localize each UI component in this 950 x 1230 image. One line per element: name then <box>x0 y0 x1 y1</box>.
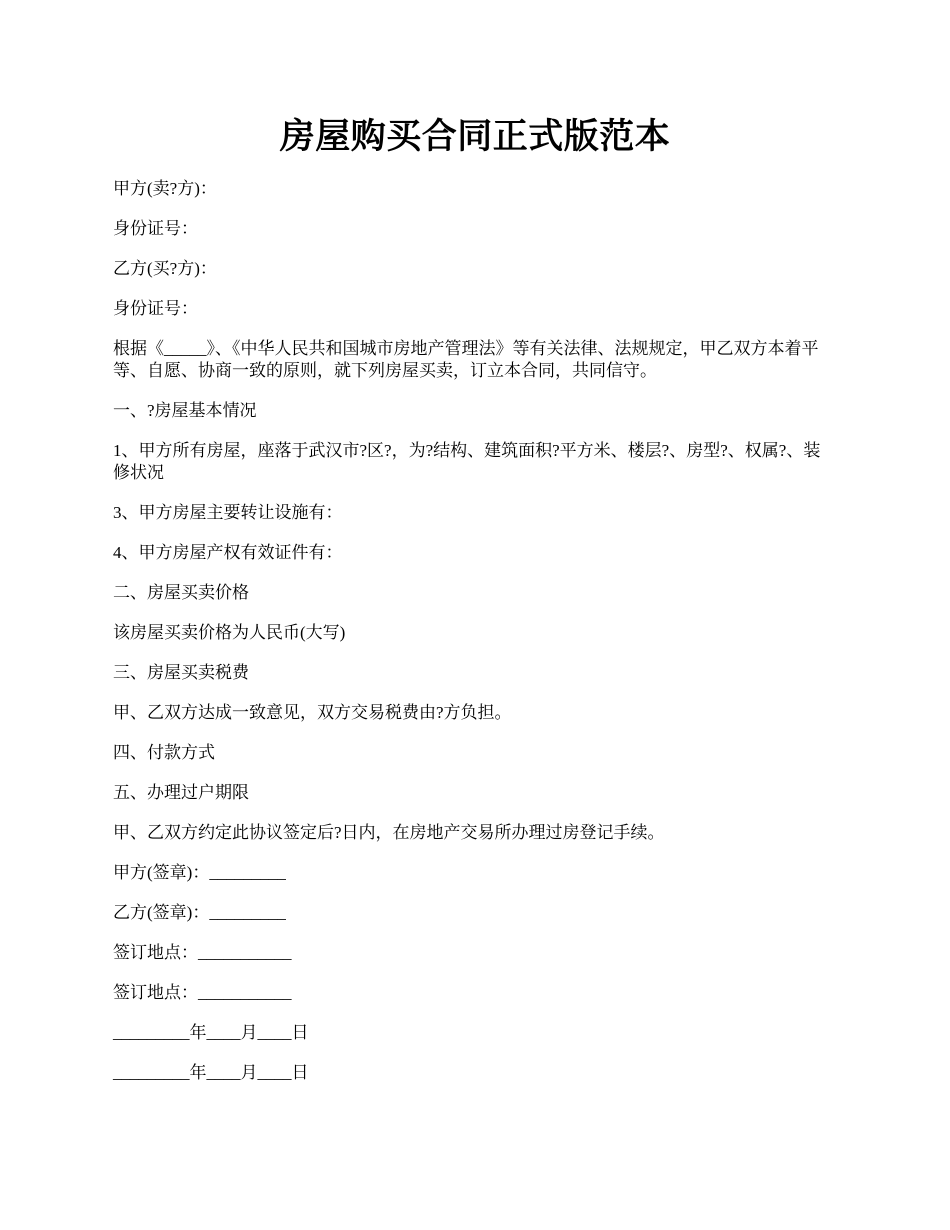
clause-4-certificates: 4、甲方房屋产权有效证件有： <box>113 543 343 562</box>
clause-1-property-location: 1、甲方所有房屋，座落于武汉市?区?，为?结构、建筑面积?平方米、楼层?、房型?、权属?、装修状况 <box>113 441 821 482</box>
date-line-1: _________年____月____日 <box>113 1023 309 1042</box>
clause-3-facilities: 3、甲方房屋主要转让设施有： <box>113 503 343 522</box>
section-3-heading: 三、房屋买卖税费 <box>113 663 249 682</box>
section-1-heading: 一、?房屋基本情况 <box>113 401 257 420</box>
document-title: 房屋购买合同正式版范本 <box>279 117 671 156</box>
signing-location-line-2: 签订地点：___________ <box>113 983 292 1002</box>
document-body <box>113 178 837 1102</box>
preamble-paragraph: 根据《_____》、《中华人民共和国城市房地产管理法》等有关法律、法规规定，甲乙双方本着平等、自愿、协商一致的原则，就下列房屋买卖，订立本合同，共同信守。 <box>113 339 819 380</box>
party-a-seller: 甲方(卖?方)： <box>113 179 217 198</box>
party-a-signature-line: 甲方(签章)：_________ <box>113 863 286 882</box>
signing-location-line-1: 签订地点：___________ <box>113 943 292 962</box>
transfer-deadline-clause: 甲、乙双方约定此协议签定后?日内，在房地产交易所办理过房登记手续。 <box>113 823 665 842</box>
party-b-signature-line: 乙方(签章)：_________ <box>113 903 286 922</box>
section-2-heading: 二、房屋买卖价格 <box>113 583 249 602</box>
section-4-heading: 四、付款方式 <box>113 743 215 762</box>
date-line-2: _________年____月____日 <box>113 1063 309 1082</box>
tax-clause: 甲、乙双方达成一致意见，双方交易税费由?方负担。 <box>113 703 512 722</box>
party-a-id-number: 身份证号： <box>113 219 198 238</box>
price-clause: 该房屋买卖价格为人民币(大写) <box>113 623 346 642</box>
section-5-heading: 五、办理过户期限 <box>113 783 249 802</box>
party-b-id-number: 身份证号： <box>113 299 198 318</box>
party-b-buyer: 乙方(买?方)： <box>113 259 217 278</box>
